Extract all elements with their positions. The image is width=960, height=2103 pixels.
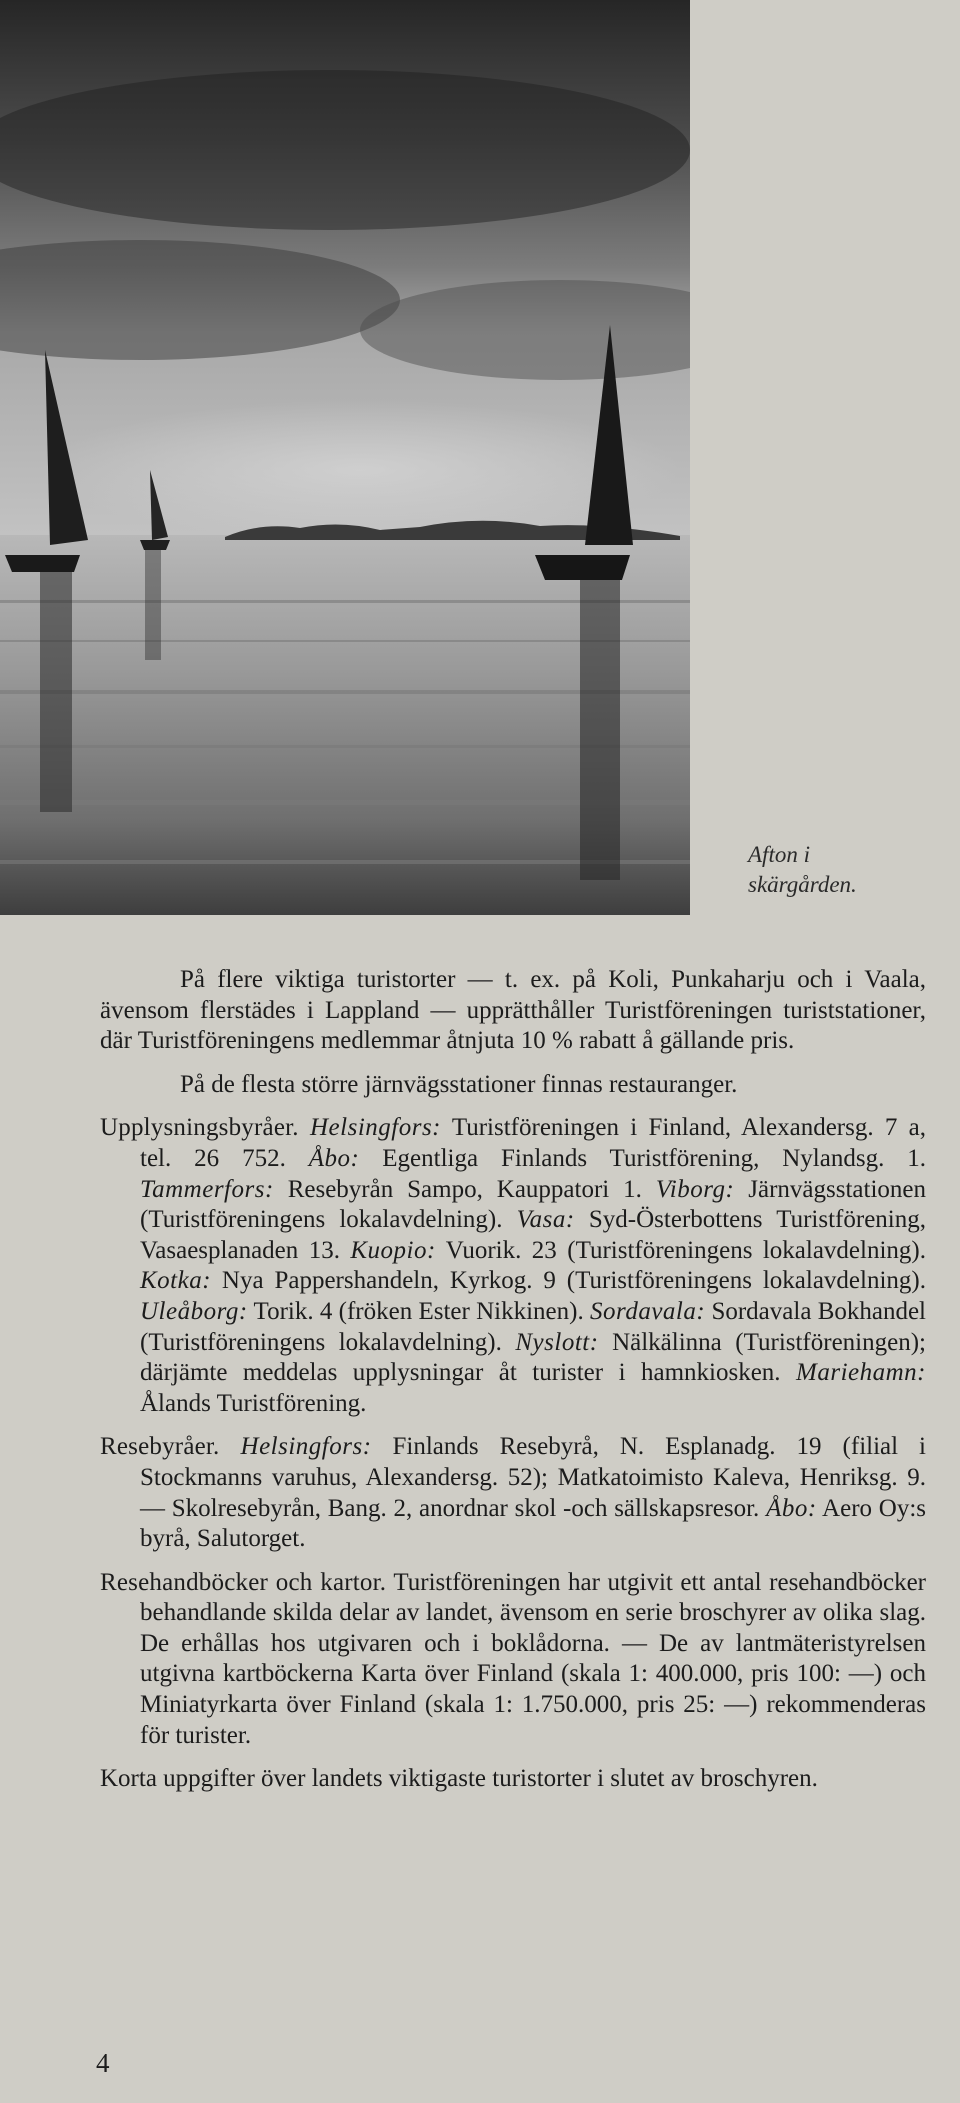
resebyraer-text-2: Aero Oy:s byrå, Salutorget.: [140, 1494, 926, 1553]
upplysning-text-9: Sordavala Bokhandel (Turistföreningens lokalavdelning).: [140, 1297, 927, 1356]
place-vasa: Vasa:: [516, 1206, 575, 1234]
upplysning-text-7: Nya Pappershandeln, Kyrkog. 9 (Turistföreningens lokalavdelning).: [211, 1267, 926, 1295]
resebyraer-text-1: Finlands Resebyrå, N. Esplanadg. 19 (filial i Stockmanns varuhus, Alexandersg. 52); Matkatoimisto Kaleva, Henriksg. 9. — Skolresebyrån, Bang. 2, anordnar skol -och sällskapsresor.: [140, 1433, 927, 1522]
upplysning-text-4: Järnvägsstationen (Turistföreningens lokalavdelning).: [140, 1175, 927, 1234]
caption-line-1: Afton i: [748, 842, 810, 867]
upplysningsbyraer-section: [100, 1113, 926, 1419]
resehandbocker-section: [100, 1568, 926, 1752]
restauranger-paragraph: På de flesta större järnvägsstationer finnas restauranger.: [180, 1070, 738, 1098]
upplysning-text-2: Egentliga Finlands Turistförening, Nylandsg. 1.: [359, 1144, 926, 1172]
upplysning-text-11: Ålands Turistförening.: [140, 1389, 367, 1417]
place-kuopio: Kuopio:: [350, 1236, 436, 1264]
turiststationer-paragraph: På flere viktiga turistorter — t. ex. på Koli, Punkaharju och i Vaala, ävensom flerstädes i Lappland — upprätthåller Turistföreningen turiststationer, där Turistföreningens medlemmar åtnjuta 10 % rabatt å gällande pris.: [100, 966, 926, 1055]
upplysning-text-1: Turistföreningen i Finland, Alexandersg. 7 a, tel. 26 752.: [140, 1114, 926, 1172]
resehandbocker-heading: Resehandböcker och kartor.: [100, 1568, 387, 1596]
place-helsingfors: Helsingfors:: [310, 1114, 441, 1142]
place-viborg: Viborg:: [655, 1175, 735, 1203]
place-tammerfors: Tammerfors:: [140, 1175, 274, 1203]
upplysning-text-8: Torik. 4 (fröken Ester Nikkinen).: [247, 1297, 591, 1325]
upplysning-text-6: Vuorik. 23 (Turistföreningens lokalavdelning).: [435, 1236, 926, 1264]
photo-caption: [748, 840, 948, 900]
korta-uppgifter-note: Korta uppgifter över landets viktigaste turistorter i slutet av broschyren.: [100, 1765, 818, 1793]
place-abo: Åbo:: [308, 1144, 360, 1172]
resebyraer-heading: Resebyråer.: [100, 1433, 220, 1461]
resehandbocker-text: Turistföreningen har utgivit ett antal resehandböcker behandlande skilda delar av landet, ävensom en serie broschyrer av olika slag. De erhållas hos utgivaren och i boklådorna. — De av lantmäteristyrelsen utgivna kartböckerna Karta över Finland (skala 1: 400.000, pris 100: —) och Miniatyrkarta över Finland (skala 1: 1.750.000, pris 25: —) rekommenderas för turister.: [140, 1568, 927, 1749]
upplysning-text-3: Resebyrån Sampo, Kauppatori 1.: [273, 1175, 656, 1203]
place-nyslott: Nyslott:: [515, 1328, 599, 1356]
upplysningsbyraer-heading: Upplysningsbyråer.: [100, 1114, 299, 1142]
place-kotka: Kotka:: [140, 1267, 212, 1295]
upplysning-text-5: Syd-Österbottens Turistförening, Vasaesplanaden 13.: [140, 1206, 926, 1264]
resebyraer-place-abo: Åbo:: [766, 1494, 817, 1522]
page-number: 4: [96, 2048, 110, 2078]
resebyraer-section: [100, 1432, 926, 1554]
evening-archipelago-photo: [0, 0, 690, 915]
place-sordavala: Sordavala:: [590, 1297, 706, 1325]
body-text: [100, 965, 926, 1795]
sailboats-image: [0, 0, 690, 915]
resebyraer-place-helsingfors: Helsingfors:: [240, 1433, 372, 1461]
upplysning-text-10: Nälkälinna (Turistföreningen); därjämte meddelas upplysningar åt turister i hamnkiosken.: [140, 1328, 926, 1387]
caption-line-2: skärgården.: [748, 872, 857, 897]
place-mariehamn: Mariehamn:: [796, 1359, 926, 1387]
place-uleaborg: Uleåborg:: [140, 1297, 248, 1325]
